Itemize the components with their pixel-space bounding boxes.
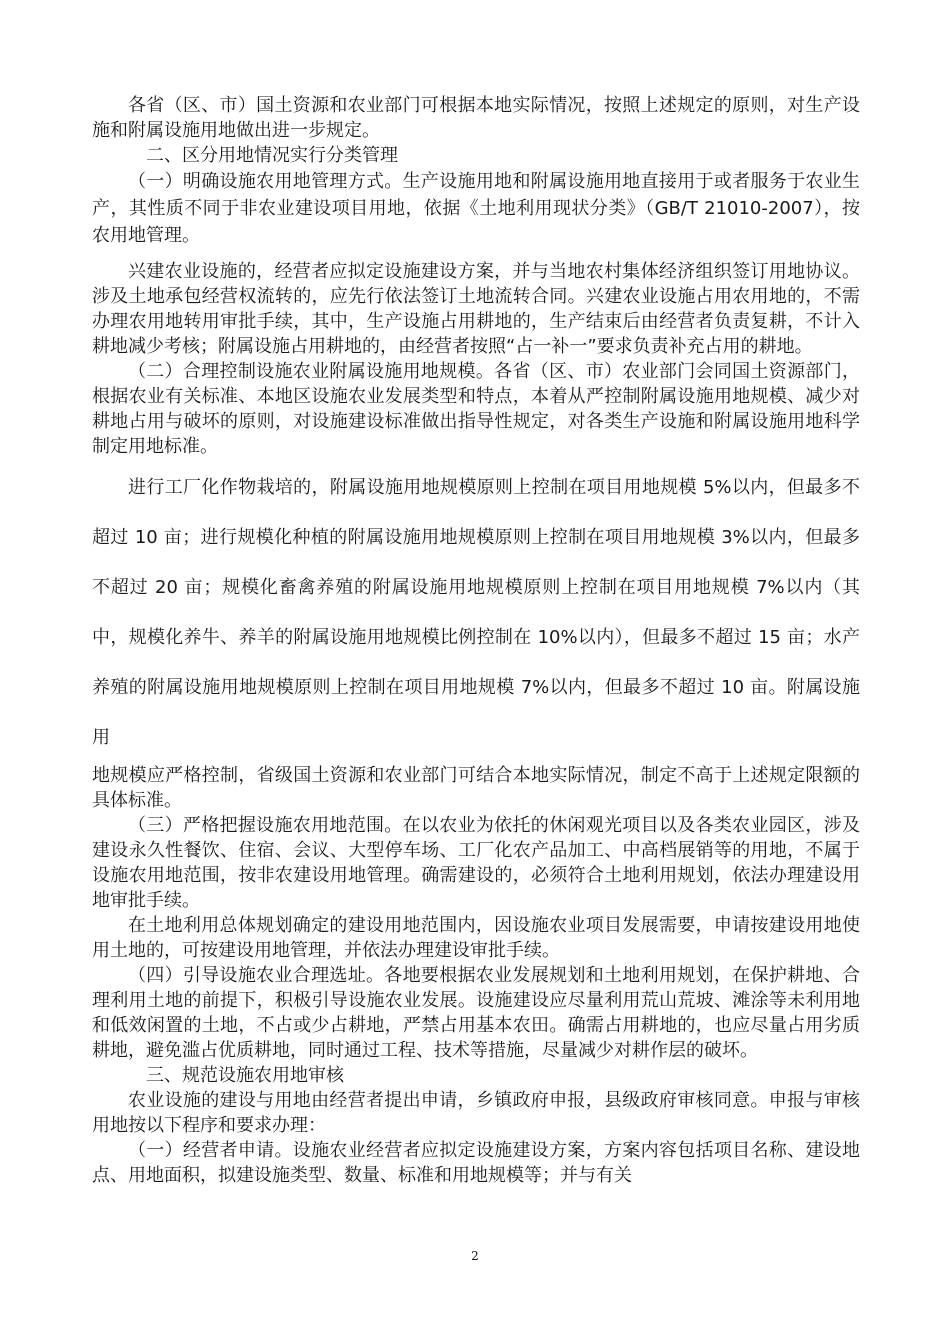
- section-heading: 三、规范设施农用地审核: [146, 1065, 344, 1086]
- paragraph: （一）经营者申请。设施农业经营者应拟定设施建设方案，方案内容包括项目名称、建设地点、用地面积，拟建设施类型、数量、标准和用地规模等；并与有关: [92, 1140, 860, 1186]
- document-body: [92, 93, 860, 1188]
- paragraph: 兴建农业设施的，经营者应拟定设施建设方案，并与当地农村集体经济组织签订用地协议。涉及土地承包经营权流转的，应先行依法签订土地流转合同。兴建农业设施占用农用地的，不需办理农用地转用审批手续，其中，生产设施占用耕地的，生产结束后由经营者负责复耕，不计入耕地减少考核；附属设施占用耕地的，由经营者按照“占一补一”要求负责补充占用的耕地。: [92, 261, 860, 357]
- page-number: 2: [471, 1249, 479, 1263]
- section-heading: 二、区分用地情况实行分类管理: [146, 145, 398, 166]
- paragraph: （二）合理控制设施农业附属设施用地规模。各省（区、市）农业部门会同国土资源部门，根据农业有关标准、本地区设施农业发展类型和特点，本着从严控制附属设施用地规模、减少对耕地占用与破坏的原则，对设施建设标准做出指导性规定，对各类生产设施和附属设施用地科学制定用地标准。: [92, 361, 860, 457]
- paragraph: 在土地利用总体规划确定的建设用地范围内，因设施农业项目发展需要，申请按建设用地使用土地的，可按建设用地管理，并依法办理建设审批手续。: [92, 915, 860, 961]
- paragraph: （一）明确设施农用地管理方式。生产设施用地和附属设施用地直接用于或者服务于农业生产，其性质不同于非农业建设项目用地，依据《土地利用现状分类》（GB/T 21010-2007），按农用地管理。: [92, 171, 860, 246]
- paragraph: 地规模应严格控制，省级国土资源和农业部门可结合本地实际情况，制定不高于上述规定限额的具体标准。: [92, 765, 860, 811]
- paragraph: 各省（区、市）国土资源和农业部门可根据本地实际情况，按照上述规定的原则，对生产设施和附属设施用地做出进一步规定。: [92, 95, 860, 141]
- paragraph: 农业设施的建设与用地由经营者提出申请，乡镇政府申报，县级政府审核同意。申报与审核用地按以下程序和要求办理：: [92, 1090, 860, 1136]
- paragraph: （三）严格把握设施农用地范围。在以农业为依托的休闲观光项目以及各类农业园区，涉及建设永久性餐饮、住宿、会议、大型停车场、工厂化农产品加工、中高档展销等的用地，不属于设施农用地范围，按非农建设用地管理。确需建设的，必须符合土地利用规划，依法办理建设用地审批手续。: [92, 815, 860, 911]
- paragraph: （四）引导设施农业合理选址。各地要根据农业发展规划和土地利用规划，在保护耕地、合理利用土地的前提下，积极引导设施农业发展。设施建设应尽量利用荒山荒坡、滩涂等未利用地和低效闲置的土地，不占或少占耕地，严禁占用基本农田。确需占用耕地的，也应尽量占用劣质耕地，避免滥占优质耕地，同时通过工程、技术等措施，尽量减少对耕作层的破坏。: [92, 965, 860, 1061]
- paragraph: 进行工厂化作物栽培的，附属设施用地规模原则上控制在项目用地规模 5%以内，但最多不超过 10 亩；进行规模化种植的附属设施用地规模原则上控制在项目用地规模 3%以内，但最多不超过 20 亩；规模化畜禽养殖的附属设施用地规模原则上控制在项目用地规模 7%以内（其中，规模化养牛、养羊的附属设施用地规模比例控制在 10%以内），但最多不超过 15 亩；水产养殖的附属设施用地规模原则上控制在项目用地规模 7%以内，但最多不超过 10 亩。附属设施用: [92, 477, 860, 748]
